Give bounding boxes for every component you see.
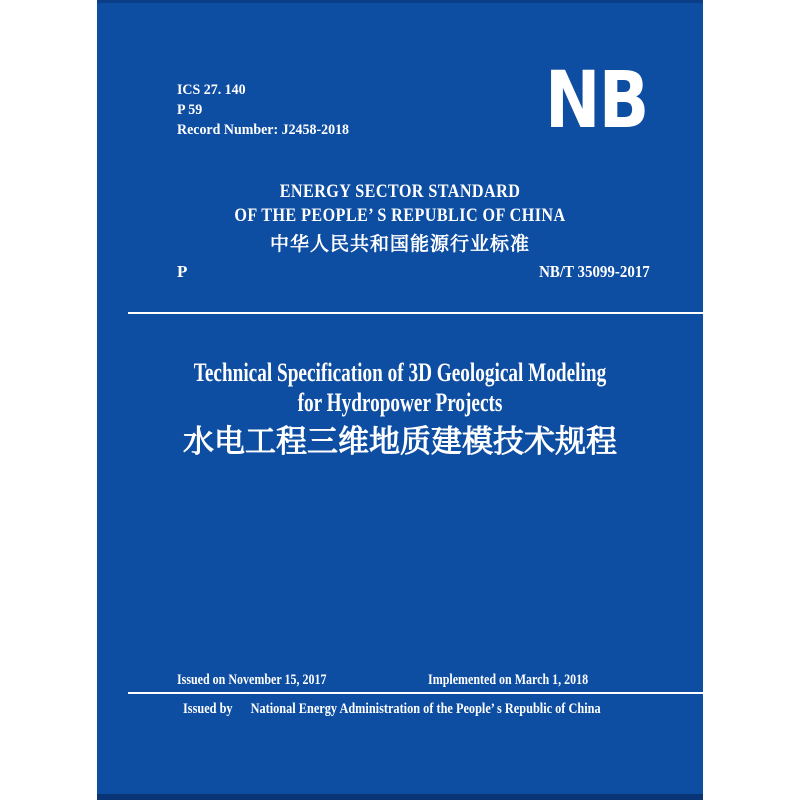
issued-by-value: National Energy Administration of the People’ s Republic of China bbox=[250, 701, 601, 717]
implemented-on-date: Implemented on March 1, 2018 bbox=[427, 672, 588, 688]
header-divider-rule bbox=[128, 312, 703, 314]
issued-by-label: Issued by bbox=[183, 701, 233, 717]
meta-block bbox=[177, 80, 349, 140]
standard-header-cn: 中华人民共和国能源行业标准 bbox=[269, 234, 530, 255]
title-en-line2: for Hydropower Projects bbox=[297, 388, 503, 417]
issuer-row bbox=[183, 699, 601, 719]
cover-bottom-edge bbox=[97, 794, 703, 800]
title-block bbox=[97, 358, 703, 462]
standard-header-en-line2: OF THE PEOPLE’ S REPUBLIC OF CHINA bbox=[234, 205, 566, 226]
standard-number: NB/T 35099-2017 bbox=[539, 262, 650, 281]
classification-row bbox=[177, 262, 650, 282]
issue-dates-row bbox=[177, 670, 588, 690]
p-classification: P 59 bbox=[177, 102, 203, 118]
issued-on-date: Issued on November 15, 2017 bbox=[177, 672, 327, 688]
standard-header bbox=[97, 180, 703, 258]
ics-code: ICS 27. 140 bbox=[177, 82, 246, 98]
doc-class-letter: P bbox=[177, 262, 188, 281]
title-en-line1: Technical Specification of 3D Geological Modeling bbox=[193, 358, 607, 387]
standard-cover bbox=[97, 0, 703, 800]
standard-header-en-line1: ENERGY SECTOR STANDARD bbox=[279, 181, 521, 202]
record-number: Record Number: J2458-2018 bbox=[177, 122, 350, 138]
title-cn: 水电工程三维地质建模技术规程 bbox=[183, 424, 617, 459]
nb-logo: NB bbox=[545, 56, 648, 146]
cover-top-edge bbox=[97, 0, 703, 3]
footer-divider-rule bbox=[128, 692, 703, 694]
